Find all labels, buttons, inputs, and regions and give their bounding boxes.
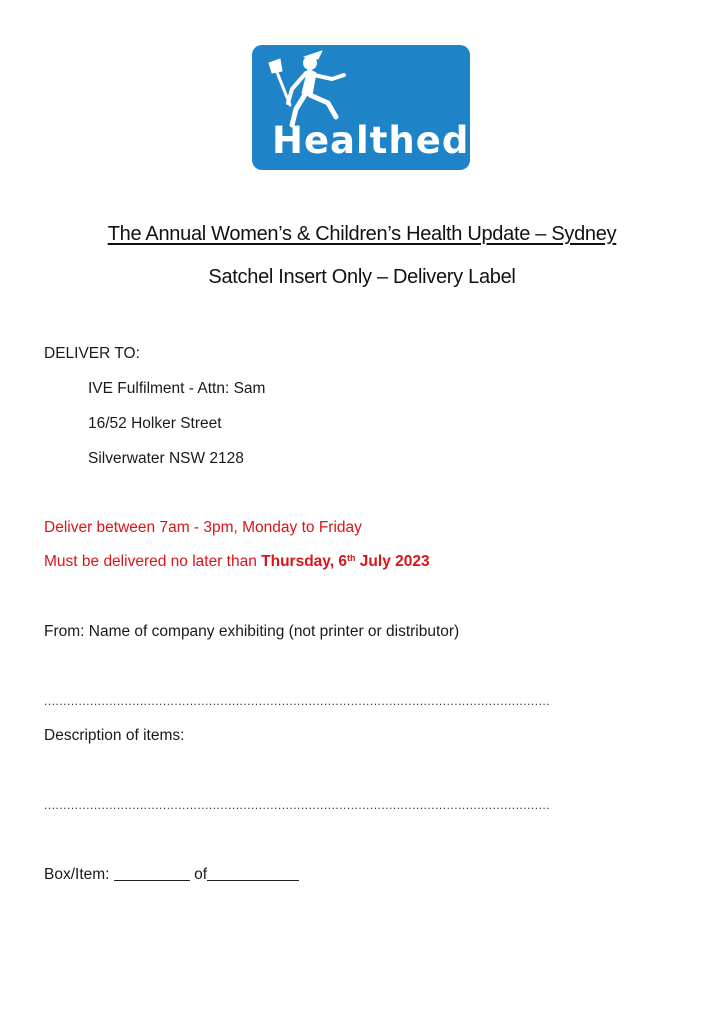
logo-wordmark: Healthed bbox=[272, 119, 470, 162]
healthed-logo bbox=[252, 45, 470, 170]
description-label: Description of items: bbox=[44, 727, 185, 744]
description-fill-line[interactable]: .................................................................................................................................... bbox=[44, 798, 551, 812]
from-label: From: Name of company exhibiting (not printer or distributor) bbox=[44, 623, 460, 640]
delivery-deadline-note bbox=[44, 553, 430, 571]
delivery-window-note: Deliver between 7am - 3pm, Monday to Friday bbox=[44, 519, 362, 536]
box-item-label: Box/Item: bbox=[44, 866, 114, 883]
page-title: The Annual Women’s & Children’s Health Update – Sydney bbox=[107, 223, 617, 245]
deadline-month-year: July 2023 bbox=[355, 553, 430, 570]
box-of-label: of bbox=[189, 866, 208, 883]
page-subtitle: Satchel Insert Only – Delivery Label bbox=[208, 266, 516, 288]
deadline-ordinal: th bbox=[347, 553, 356, 563]
deadline-day: Thursday, 6 bbox=[261, 553, 347, 570]
deadline-prefix: Must be delivered no later than bbox=[44, 553, 262, 570]
address-line-2: 16/52 Holker Street bbox=[88, 415, 222, 432]
box-number-blank[interactable] bbox=[114, 866, 190, 881]
deliver-to-label: DELIVER TO: bbox=[44, 345, 140, 362]
box-item-row bbox=[44, 866, 299, 884]
box-total-blank[interactable] bbox=[207, 866, 299, 881]
from-fill-line[interactable]: .................................................................................................................................... bbox=[44, 694, 551, 708]
address-line-3: Silverwater NSW 2128 bbox=[88, 450, 244, 467]
address-line-1: IVE Fulfilment - Attn: Sam bbox=[88, 380, 266, 397]
